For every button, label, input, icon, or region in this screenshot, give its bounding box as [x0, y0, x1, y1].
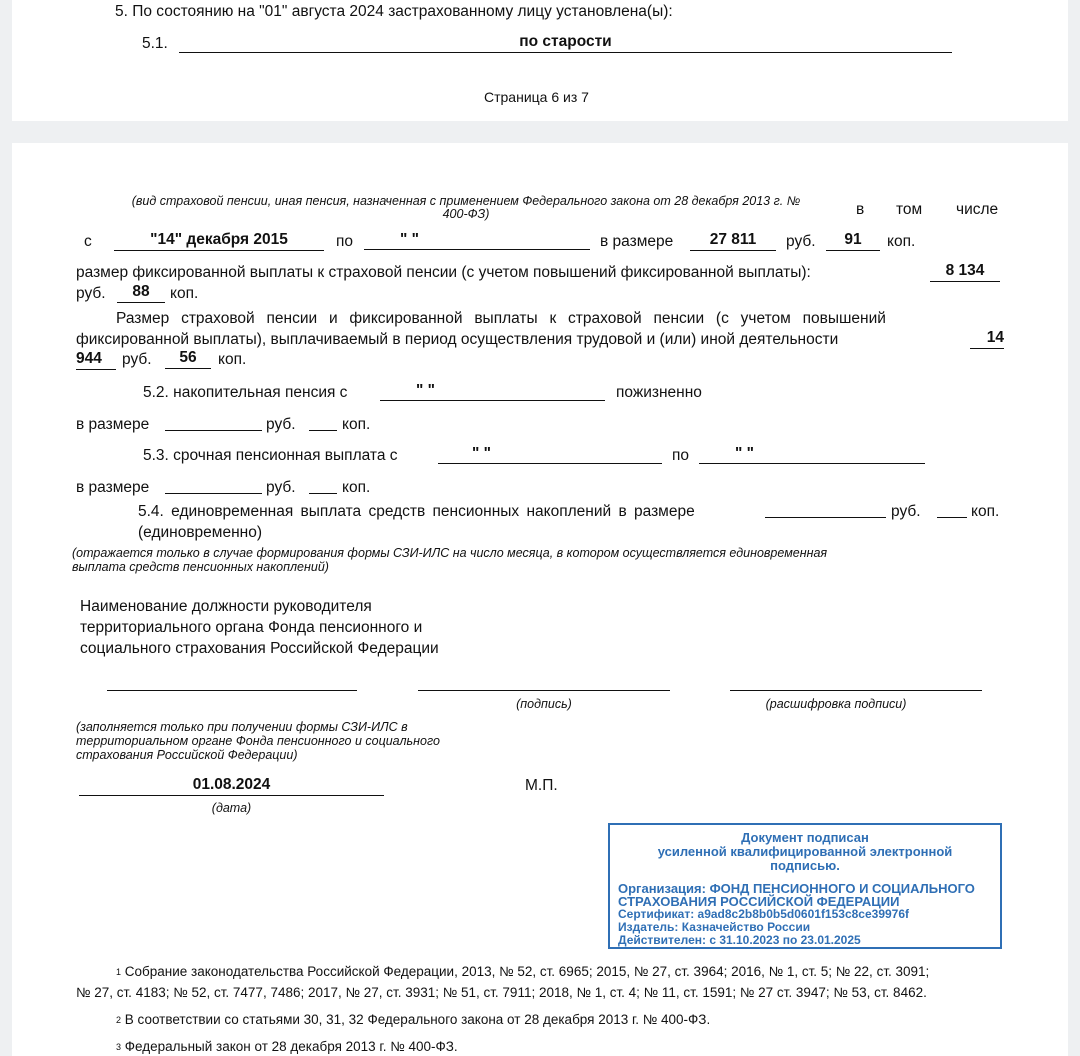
pension-type-note-line2: 400-ФЗ)	[442, 207, 490, 221]
stamp-title-line3: подписью.	[770, 858, 840, 873]
term-payment-date-to: " "	[699, 445, 925, 464]
head-position-line2: территориального органа Фонда пенсионного и	[80, 619, 423, 636]
fixed-payment-kop: 88	[117, 283, 165, 303]
fixed-payment-text: размер фиксированной выплаты к страховой пенсии (с учетом повышений фиксированной выплаты):	[76, 264, 811, 281]
sign-date-caption: (дата)	[211, 801, 252, 815]
stamp-issuer: Издатель: Казначейство России	[618, 920, 811, 934]
head-position-line3: социального страхования Российской Федерации	[80, 640, 439, 657]
section-5-heading: 5. По состоянию на "01" августа 2024 застрахованному лицу установлена(ы):	[115, 3, 673, 20]
lump-sum-kop-label: коп.	[971, 503, 1000, 520]
head-position-line1: Наименование должности руководителя	[80, 598, 372, 615]
total-text-line2: фиксированной выплаты), выплачиваемый в период осуществления трудовой и (или) иной деятельности	[76, 331, 839, 348]
total-kop-label: коп.	[218, 351, 247, 368]
lump-sum-note-line1: (отражается только в случае формирования формы СЗИ-ИЛС на число месяца, в котором осуществляется единовременная	[72, 546, 828, 560]
total-kop: 56	[165, 349, 211, 369]
total-rub-part1: 14	[970, 329, 1004, 349]
stamp-title-line2: усиленной квалифицированной электронной	[657, 844, 953, 859]
footnote-2-marker: 2	[116, 1015, 122, 1025]
fill-note-line2: территориальном органе Фонда пенсионного и социального	[76, 734, 440, 748]
position-blank-line	[107, 690, 357, 691]
funded-rub-blank	[165, 430, 262, 431]
footnote-1-text: Собрание законодательства Российской Федерации, 2013, № 52, ст. 6965; 2015, № 27, ст. 3964; 2016, № 1, ст. 5; № 22, ст. 3091;	[124, 964, 930, 979]
fixed-payment-rub: 8 134	[930, 262, 1000, 282]
label-kop: коп.	[887, 233, 916, 250]
lump-sum-note-line2: выплата средств пенсионных накоплений)	[72, 560, 329, 574]
stamp-title-line1: Документ подписан	[741, 830, 869, 845]
word-tom: том	[896, 201, 923, 218]
word-lifelong: пожизненно	[616, 384, 702, 401]
label-rub: руб.	[786, 233, 816, 250]
pension-type-note-line1: (вид страховой пенсии, иная пенсия, назначенная с применением Федерального закона от 28 декабря 2013 г. №	[131, 194, 801, 208]
fill-note-line3: страхования Российской Федерации)	[76, 748, 298, 762]
pension-end-date: " "	[364, 231, 590, 250]
term-payment-date-from: " "	[438, 445, 662, 464]
funded-pension-date: " "	[380, 382, 605, 401]
lump-sum-kop-blank	[937, 517, 967, 518]
signature-decode-caption: (расшифровка подписи)	[765, 697, 907, 711]
word-v: в	[856, 201, 865, 218]
pension-kop-amount: 91	[826, 231, 880, 251]
stamp-organization-line2: СТРАХОВАНИЯ РОССИЙСКОЙ ФЕДЕРАЦИИ	[618, 894, 900, 909]
term-label-v-razmere: в размере	[76, 479, 150, 496]
fixed-payment-rub-label: руб.	[76, 285, 106, 302]
label-v-razmere: в размере	[600, 233, 674, 250]
lump-sum-rub-label: руб.	[891, 503, 921, 520]
word-s: с	[84, 233, 92, 250]
funded-kop-label: коп.	[342, 416, 371, 433]
item-5-4-text: 5.4. единовременная выплата средств пенсионных накоплений в размере	[138, 503, 695, 520]
footnote-2	[116, 1012, 710, 1028]
page-6-bottom	[12, 0, 1068, 121]
term-kop-blank	[309, 493, 337, 494]
stamp-organization-line1: Организация: ФОНД ПЕНСИОННОГО И СОЦИАЛЬНОГО	[618, 881, 975, 896]
term-kop-label: коп.	[342, 479, 371, 496]
total-rub-label: руб.	[122, 351, 152, 368]
footnote-1-line1	[116, 964, 929, 980]
fixed-payment-kop-label: коп.	[170, 285, 199, 302]
stamp-certificate: Сертификат: a9ad8c2b8b0b5d0601f153c8ce39976f	[618, 907, 910, 921]
signature-caption: (подпись)	[516, 697, 572, 711]
word-po: по	[336, 233, 354, 250]
word-chisle: числе	[956, 201, 999, 218]
electronic-signature-stamp	[608, 823, 1002, 949]
seal-place-label: М.П.	[525, 777, 558, 794]
signature-blank-line	[418, 690, 670, 691]
term-rub-label: руб.	[266, 479, 296, 496]
funded-rub-label: руб.	[266, 416, 296, 433]
footnote-1-line2: № 27, ст. 4183; № 52, ст. 7477, 7486; 2017, № 27, ст. 3931; № 51, ст. 7911; 2018, № 1, ст. 4; № 11, ст. 1591; № 27 ст. 3947; № 53, ст. 8462.	[76, 985, 927, 1000]
signature-decode-blank-line	[730, 690, 982, 691]
footnote-3-marker: 3	[116, 1042, 122, 1052]
stamp-validity: Действителен: с 31.10.2023 по 23.01.2025	[618, 933, 861, 947]
sign-date-value: 01.08.2024	[79, 776, 384, 796]
footnote-3	[116, 1039, 458, 1055]
lump-sum-line2: (единовременно)	[138, 524, 262, 541]
fill-note-line1: (заполняется только при получении формы СЗИ-ИЛС в	[76, 720, 408, 734]
funded-label-v-razmere: в размере	[76, 416, 150, 433]
term-payment-po: по	[672, 447, 690, 464]
total-text-line1: Размер страховой пенсии и фиксированной выплаты к страховой пенсии (с учетом повышений	[116, 310, 886, 327]
item-5-3-text: 5.3. срочная пенсионная выплата с	[143, 447, 398, 464]
lump-sum-rub-blank	[765, 517, 886, 518]
footnote-2-text: В соответствии со статьями 30, 31, 32 Федерального закона от 28 декабря 2013 г. № 400-ФЗ.	[124, 1012, 711, 1027]
pension-rub-amount: 27 811	[690, 231, 776, 251]
item-5-1-number: 5.1.	[142, 35, 168, 52]
page-number: Страница 6 из 7	[484, 89, 589, 105]
item-5-2-text: 5.2. накопительная пенсия с	[143, 384, 348, 401]
footnote-1-marker: 1	[116, 967, 122, 977]
total-rub-part2: 944	[76, 350, 116, 370]
term-rub-blank	[165, 493, 262, 494]
footnote-3-text: Федеральный закон от 28 декабря 2013 г. № 400-ФЗ.	[124, 1039, 458, 1054]
funded-kop-blank	[309, 430, 337, 431]
pension-start-date: "14" декабря 2015	[114, 231, 324, 251]
pension-type-value: по старости	[179, 33, 952, 53]
